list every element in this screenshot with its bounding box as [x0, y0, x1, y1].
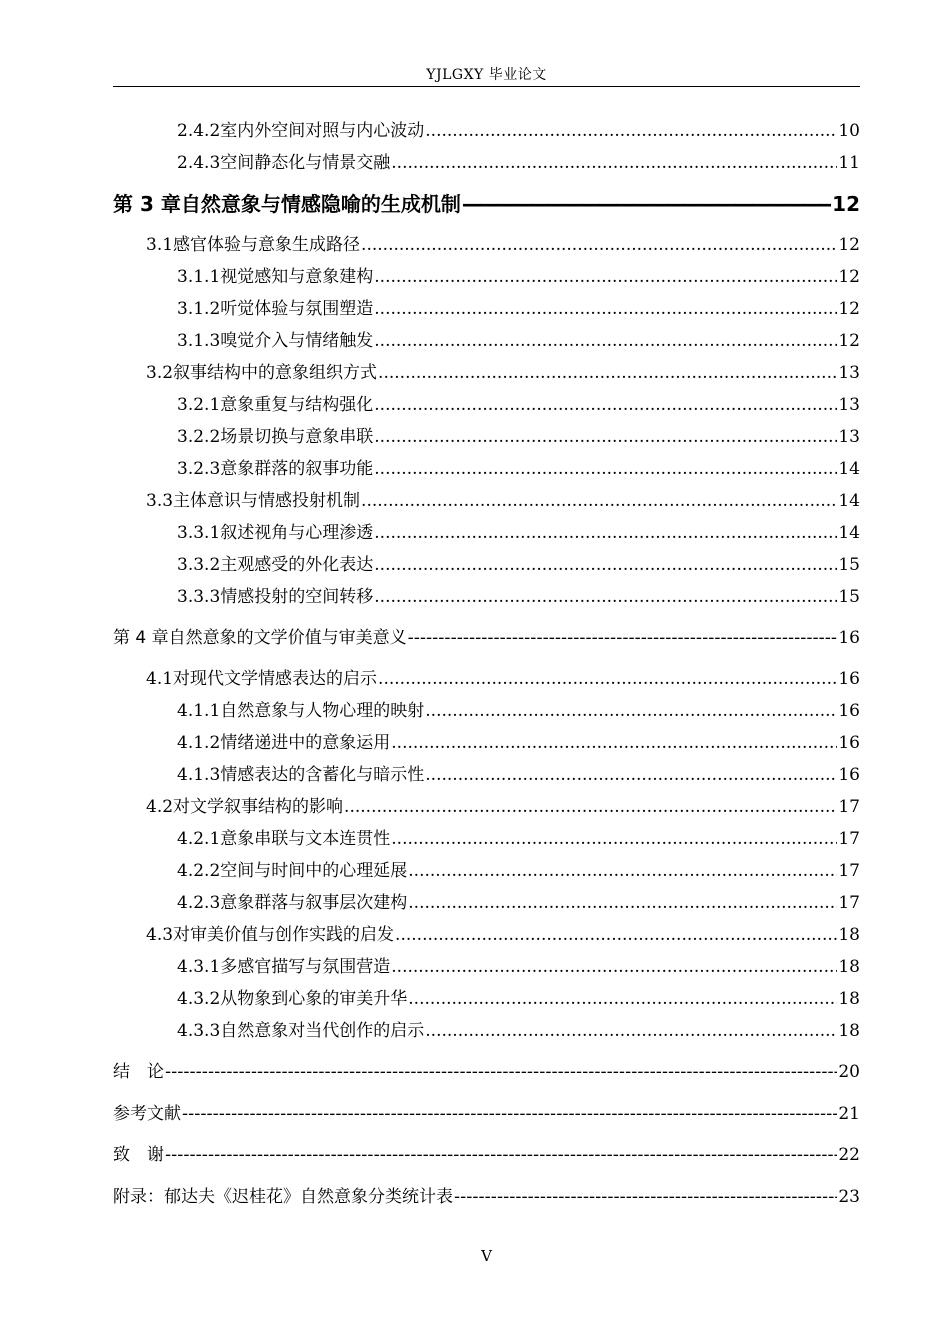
toc-entry-title: 对文学叙事结构的影响: [173, 797, 344, 817]
toc-entry[interactable]: [113, 1144, 860, 1166]
toc-entry-number: 4.1.2: [177, 733, 221, 753]
toc-leader: [425, 700, 837, 722]
toc-leader: [374, 522, 837, 544]
toc-entry-page: 14: [838, 459, 860, 479]
toc-entry[interactable]: [113, 1186, 860, 1208]
toc-entry-number: 3.2.3: [177, 459, 221, 479]
toc-entry-page: 17: [838, 861, 860, 881]
toc-entry-page: 13: [838, 363, 860, 383]
toc-leader: [374, 266, 837, 288]
toc-entry-title: 意象串联与文本连贯性: [220, 829, 391, 849]
header-rule: [113, 86, 860, 87]
toc-entry-page: 12: [832, 192, 860, 216]
toc-entry-title: 意象重复与结构强化: [220, 395, 374, 415]
toc-entry[interactable]: [113, 860, 860, 882]
toc-entry-title: 附录：郁达夫《迟桂花》自然意象分类统计表: [113, 1187, 453, 1207]
toc-entry-title: 意象群落的叙事功能: [220, 459, 374, 479]
toc-leader: [425, 764, 837, 786]
toc-entry-number: 4.3.1: [177, 957, 221, 977]
toc-entry[interactable]: [113, 152, 860, 174]
toc-entry-page: 18: [838, 1021, 860, 1041]
toc-leader: [182, 1103, 837, 1125]
toc-leader: [408, 627, 838, 649]
toc-entry-number: 3.1: [146, 235, 174, 255]
toc-entry-title: 场景切换与意象串联: [220, 427, 374, 447]
toc-entry-page: 10: [838, 121, 860, 141]
page-header: YJLGXY 毕业论文: [426, 67, 547, 83]
toc-entry-number: 4.2.2: [177, 861, 221, 881]
toc-entry-page: 23: [838, 1187, 860, 1207]
toc-entry-title: 自然意象对当代创作的启示: [220, 1021, 425, 1041]
toc-entry-title: 致 谢: [113, 1145, 164, 1165]
toc-entry-title: 听觉体验与氛围塑造: [220, 299, 374, 319]
toc-entry-title: 多感官描写与氛围营造: [220, 957, 391, 977]
toc-entry[interactable]: [113, 458, 860, 480]
toc-entry-number: 第 3 章: [113, 192, 181, 216]
toc-leader: [391, 828, 837, 850]
toc-entry[interactable]: [113, 1103, 860, 1125]
toc-leader: [462, 193, 831, 215]
toc-entry-page: 15: [838, 587, 860, 607]
toc-entry[interactable]: [113, 796, 860, 818]
toc-entry[interactable]: [113, 266, 860, 288]
toc-entry-number: 4.3.2: [177, 989, 221, 1009]
toc-entry-title: 自然意象的文学价值与审美意义: [168, 628, 407, 648]
toc-entry-title: 自然意象与人物心理的映射: [220, 701, 425, 721]
toc-entry-number: 3.2.2: [177, 427, 221, 447]
toc-entry-title: 从物象到心象的审美升华: [220, 989, 408, 1009]
toc-leader: [425, 1020, 837, 1042]
toc-entry-title: 空间与时间中的心理延展: [220, 861, 408, 881]
toc-entry-title: 情感表达的含蓄化与暗示性: [220, 765, 425, 785]
toc-entry[interactable]: [113, 700, 860, 722]
toc-leader: [391, 152, 837, 174]
toc-entry-number: 3.2: [146, 363, 174, 383]
toc-entry-page: 11: [838, 153, 860, 173]
toc-entry[interactable]: [113, 426, 860, 448]
toc-entry-page: 20: [838, 1062, 860, 1082]
toc-entry-page: 17: [838, 893, 860, 913]
toc-entry-number: 4.1.1: [177, 701, 221, 721]
toc-entry-page: 22: [838, 1145, 860, 1165]
toc-entry[interactable]: [113, 554, 860, 576]
toc-leader: [374, 426, 837, 448]
toc-entry-page: 18: [838, 989, 860, 1009]
toc-leader: [391, 732, 837, 754]
toc-entry-number: 3.2.1: [177, 395, 221, 415]
toc-entry-number: 4.2.1: [177, 829, 221, 849]
toc-entry-page: 15: [838, 555, 860, 575]
toc-leader: [395, 924, 837, 946]
toc-leader: [165, 1061, 837, 1083]
toc-entry[interactable]: [113, 490, 860, 512]
toc-entry[interactable]: [113, 120, 860, 142]
toc-entry-number: 3.3.1: [177, 523, 221, 543]
toc-entry[interactable]: [113, 362, 860, 384]
toc-entry-page: 14: [838, 491, 860, 511]
toc-entry-page: 21: [838, 1104, 860, 1124]
toc-entry-title: 空间静态化与情景交融: [220, 153, 391, 173]
toc-entry[interactable]: [113, 988, 860, 1010]
toc-entry-title: 叙述视角与心理渗透: [220, 523, 374, 543]
toc-leader: [408, 860, 837, 882]
toc-entry-page: 13: [838, 395, 860, 415]
toc-entry-title: 参考文献: [113, 1104, 181, 1124]
toc-leader: [374, 394, 837, 416]
toc-entry[interactable]: [113, 394, 860, 416]
toc-entry-page: 16: [838, 701, 860, 721]
toc-leader: [361, 234, 837, 256]
toc-leader: [408, 988, 837, 1010]
toc-leader: [374, 586, 837, 608]
toc-entry-page: 12: [838, 299, 860, 319]
toc-entry-number: 4.3: [146, 925, 174, 945]
toc-entry-number: 4.2.3: [177, 893, 221, 913]
toc-entry-page: 16: [838, 733, 860, 753]
toc-entry-page: 12: [838, 331, 860, 351]
toc-entry-title: 情感投射的空间转移: [220, 587, 374, 607]
toc-entry-page: 13: [838, 427, 860, 447]
toc-entry-title: 嗅觉介入与情绪触发: [220, 331, 374, 351]
toc-entry-page: 17: [838, 829, 860, 849]
toc-entry[interactable]: [113, 627, 860, 649]
toc-entry[interactable]: [113, 522, 860, 544]
toc-entry-number: 3.1.1: [177, 267, 221, 287]
toc-leader: [408, 892, 837, 914]
toc-entry[interactable]: [113, 892, 860, 914]
toc-entry-page: 14: [838, 523, 860, 543]
toc-entry-page: 12: [838, 235, 860, 255]
toc-leader: [374, 298, 837, 320]
toc-leader: [378, 362, 837, 384]
toc-entry-title: 结 论: [113, 1062, 164, 1082]
toc-entry-page: 17: [838, 797, 860, 817]
toc-leader: [454, 1186, 837, 1208]
toc-entry[interactable]: [113, 924, 860, 946]
toc-entry-number: 3.3.3: [177, 587, 221, 607]
toc-entry-page: 18: [838, 925, 860, 945]
toc-entry-title: 室内外空间对照与内心波动: [220, 121, 425, 141]
toc-entry[interactable]: [113, 668, 860, 690]
toc-entry-number: 3.3.2: [177, 555, 221, 575]
toc-entry-page: 16: [838, 628, 860, 648]
toc-entry-number: 3.1.3: [177, 331, 221, 351]
toc-entry-number: 4.3.3: [177, 1021, 221, 1041]
toc-entry-number: 3.3: [146, 491, 174, 511]
toc-leader: [361, 490, 837, 512]
toc-entry-number: 第 4 章: [113, 628, 169, 648]
toc-leader: [374, 330, 837, 352]
toc-leader: [374, 554, 837, 576]
toc-entry-title: 主观感受的外化表达: [220, 555, 374, 575]
toc-leader: [165, 1144, 837, 1166]
toc-leader: [344, 796, 837, 818]
toc-leader: [374, 458, 837, 480]
toc-entry[interactable]: [113, 732, 860, 754]
toc-leader: [391, 956, 837, 978]
toc-entry[interactable]: [113, 1020, 860, 1042]
toc-entry[interactable]: [113, 586, 860, 608]
toc-entry-title: 自然意象与情感隐喻的生成机制: [180, 192, 461, 216]
toc-entry-title: 主体意识与情感投射机制: [173, 491, 361, 511]
toc-entry[interactable]: [113, 193, 860, 215]
toc-entry-number: 2.4.3: [177, 153, 221, 173]
page-number: V: [481, 1247, 492, 1265]
toc-entry[interactable]: [113, 764, 860, 786]
toc-entry[interactable]: [113, 1061, 860, 1083]
toc-leader: [378, 668, 837, 690]
toc-entry-number: 4.1.3: [177, 765, 221, 785]
toc-entry-title: 情绪递进中的意象运用: [220, 733, 391, 753]
toc-entry-page: 16: [838, 669, 860, 689]
toc-entry-page: 18: [838, 957, 860, 977]
toc-entry-page: 16: [838, 765, 860, 785]
toc-entry-title: 感官体验与意象生成路径: [173, 235, 361, 255]
toc-entry-title: 叙事结构中的意象组织方式: [173, 363, 378, 383]
toc-entry-number: 2.4.2: [177, 121, 221, 141]
toc-entry-title: 视觉感知与意象建构: [220, 267, 374, 287]
toc-entry-title: 对审美价值与创作实践的启发: [173, 925, 395, 945]
toc-entry[interactable]: [113, 330, 860, 352]
toc-entry[interactable]: [113, 298, 860, 320]
toc-entry-title: 对现代文学情感表达的启示: [173, 669, 378, 689]
toc-entry-number: 4.1: [146, 669, 174, 689]
toc-entry-title: 意象群落与叙事层次建构: [220, 893, 408, 913]
toc-entry[interactable]: [113, 956, 860, 978]
toc-entry-number: 4.2: [146, 797, 174, 817]
toc-entry-page: 12: [838, 267, 860, 287]
toc-entry[interactable]: [113, 828, 860, 850]
toc-entry-number: 3.1.2: [177, 299, 221, 319]
toc-entry[interactable]: [113, 234, 860, 256]
toc-leader: [425, 120, 837, 142]
